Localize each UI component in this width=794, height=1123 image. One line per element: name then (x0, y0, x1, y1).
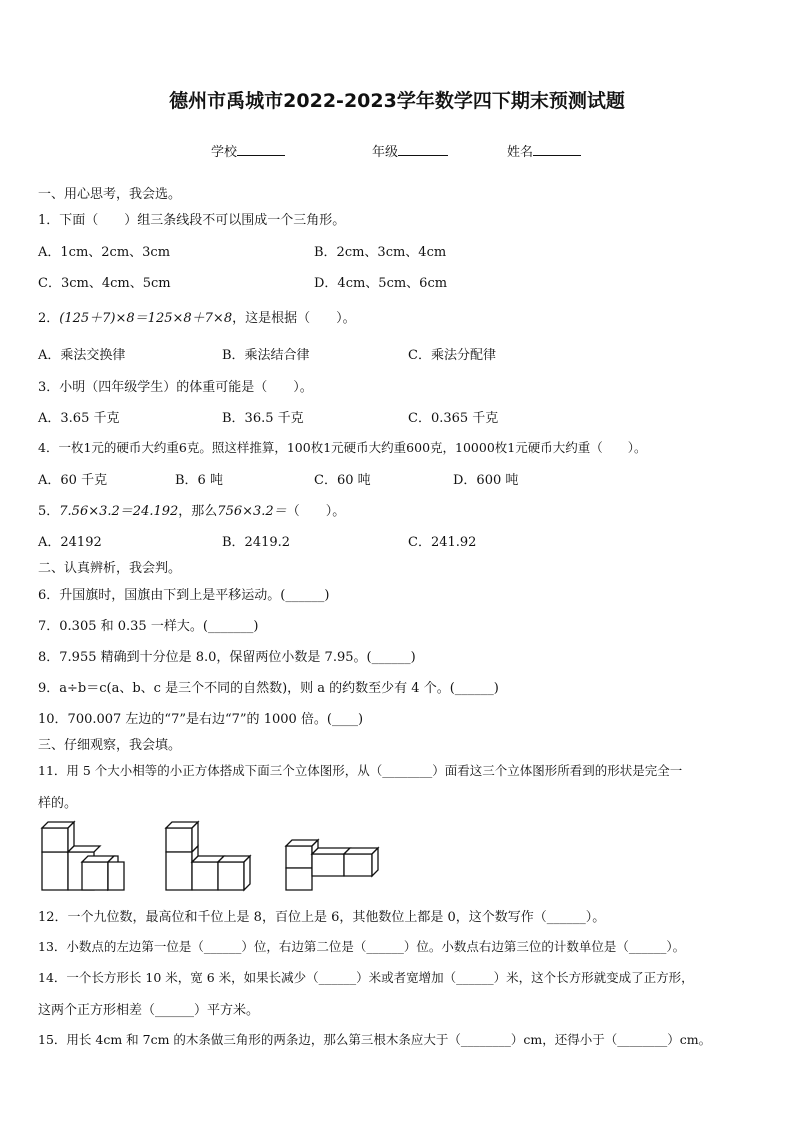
q5-option-c: C．241.92 (408, 535, 477, 550)
q1-option-c: C．3cm、4cm、5cm (38, 276, 171, 291)
q3-option-a: A．3.65 千克 (38, 411, 120, 426)
question-8: 8．7.955 精确到十分位是 8.0，保留两位小数是 7.95。(______) (38, 650, 416, 665)
grade-label: 年级 (372, 145, 399, 160)
school-field (211, 141, 285, 160)
name-field (507, 141, 581, 160)
question-15: 15．用长 4cm 和 7cm 的木条做三角形的两条边，那么第三根木条应大于（________）cm，还得小于（________）cm。 (38, 1032, 712, 1047)
question-12: 12．一个九位数，最高位和千位上是 8，百位上是 6，其他数位上都是 0，这个数写作（______）。 (38, 910, 606, 925)
question-2 (38, 307, 356, 326)
question-13: 13．小数点的左边第一位是（______）位，右边第二位是（______）位。小数点右边第三位的计数单位是（______）。 (38, 939, 686, 954)
q5-option-a: A．24192 (38, 535, 102, 550)
grade-blank[interactable] (398, 143, 448, 156)
q5-mid: ，那么 (178, 504, 218, 519)
q4-option-b: B．6 吨 (175, 473, 223, 488)
cube-figure-2 (166, 822, 250, 890)
question-14-line-2: 这两个正方形相差（______）平方米。 (38, 1003, 260, 1018)
question-11-line-2: 样的。 (38, 796, 78, 811)
question-7: 7．0.305 和 0.35 一样大。(_______) (38, 619, 259, 634)
question-9: 9．a÷b＝c(a、b、c 是三个不同的自然数)，则 a 的约数至少有 4 个。(______) (38, 681, 499, 696)
q2-formula: (125＋7)×8＝125×8＋7×8 (59, 311, 233, 326)
q2-number: 2． (38, 311, 60, 326)
question-4: 4．一枚1元的硬币大约重6克。照这样推算，100枚1元硬币大约重600克，10000枚1元硬币大约重（ ）。 (38, 440, 647, 455)
q4-option-a: A．60 千克 (38, 473, 108, 488)
q5-number: 5． (38, 504, 60, 519)
q2-option-c: C．乘法分配律 (408, 348, 496, 363)
q5-text: （ ）。 (286, 504, 346, 519)
school-label: 学校 (211, 145, 238, 160)
q3-option-b: B．36.5 千克 (222, 411, 304, 426)
cube-figures (38, 816, 398, 896)
q1-option-a: A．1cm、2cm、3cm (38, 245, 171, 260)
school-blank[interactable] (237, 143, 285, 156)
q3-option-c: C．0.365 千克 (408, 411, 499, 426)
section-heading-2: 二、认真辨析，我会判。 (38, 561, 182, 576)
q4-option-d: D．600 吨 (453, 473, 519, 488)
q4-option-c: C．60 吨 (314, 473, 371, 488)
question-3: 3．小明（四年级学生）的体重可能是（ ）。 (38, 380, 313, 395)
cube-figure-1 (42, 822, 124, 890)
q5-formula-2: 756×3.2＝ (217, 504, 287, 519)
question-11-line-1: 11．用 5 个大小相等的小正方体搭成下面三个立体图形，从（________）面看这三个立体图形所看到的形状是完全一 (38, 763, 683, 778)
q2-text: ，这是根据（ ）。 (232, 311, 356, 326)
question-6: 6．升国旗时，国旗由下到上是平移运动。(______) (38, 588, 330, 603)
question-14-line-1: 14．一个长方形长 10 米，宽 6 米，如果长减少（______）米或者宽增加（______）米，这个长方形就变成了正方形， (38, 970, 694, 985)
question-10: 10．700.007 左边的“7”是右边“7”的 1000 倍。(____) (38, 712, 364, 727)
q1-option-d: D．4cm、5cm、6cm (314, 276, 448, 291)
name-label: 姓名 (507, 145, 534, 160)
page-title: 德州市禹城市2022-2023学年数学四下期末预测试题 (169, 90, 625, 112)
section-heading-3: 三、仔细观察，我会填。 (38, 738, 182, 753)
name-blank[interactable] (533, 143, 581, 156)
q2-option-b: B．乘法结合律 (222, 348, 310, 363)
question-5 (38, 500, 345, 519)
grade-field (372, 141, 448, 160)
q1-option-b: B．2cm、3cm、4cm (314, 245, 447, 260)
q5-formula: 7.56×3.2＝24.192 (59, 504, 179, 519)
section-heading-1: 一、用心思考，我会选。 (38, 187, 182, 202)
cube-figure-3 (286, 840, 378, 890)
question-1: 1．下面（ ）组三条线段不可以围成一个三角形。 (38, 213, 346, 228)
q5-option-b: B．2419.2 (222, 535, 291, 550)
q2-option-a: A．乘法交换律 (38, 348, 126, 363)
